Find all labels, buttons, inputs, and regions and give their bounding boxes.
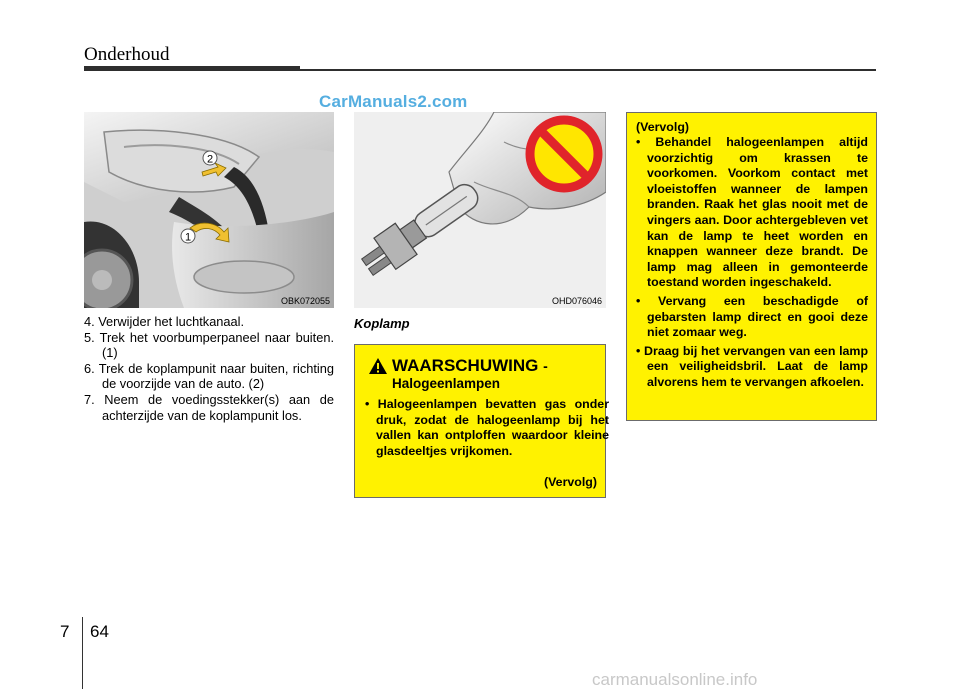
- continuation-item: • Draag bij het vervangen van een lamp een veiligheidsbril. Laat de lamp alvorens hem te vervangen afkoelen.: [636, 343, 869, 389]
- continuation-item-text: Behandel halogeenlampen altijd voorzichtig om krassen te voorkomen. Voorkom contact met vloeistoffen wanneer de lampen branden. Raak het glas nooit met de vingers aan. Door achtergebleven vet kan de lamp te heet worden en knappen wanneer deze brandt. De lamp mag alleen in gemonteerde toestand worden ingeschakeld.: [647, 135, 868, 290]
- step-item: 6. Trek de koplampunit naar buiten, richting de voorzijde van de auto. (2): [84, 360, 334, 392]
- warning-box: [354, 344, 610, 498]
- header-rule-thick: [84, 66, 300, 71]
- chapter-number: 7: [60, 622, 70, 641]
- procedure-steps: [84, 314, 334, 423]
- figure-bumper-removal: [84, 112, 334, 308]
- figure-halogen-bulb: [354, 112, 606, 308]
- bulb-illustration: [354, 112, 606, 308]
- continuation-item-text: Draag bij het vervangen van een lamp een veiligheidsbril. Laat de lamp alvorens hem te vervangen afkoelen.: [644, 343, 869, 389]
- warning-title: [392, 356, 548, 376]
- section-title: Onderhoud: [84, 44, 170, 65]
- continuation-item-text: Vervang een beschadigde of gebarsten lamp direct en gooi deze niet zomaar weg.: [647, 293, 869, 340]
- warning-continued: (Vervolg): [543, 475, 597, 489]
- page-number: 64: [90, 622, 109, 641]
- watermark-top[interactable]: CarManuals2.com: [319, 92, 468, 111]
- callout-1: 1: [184, 231, 192, 244]
- header-rule-thin: [300, 69, 876, 71]
- continuation-heading: (Vervolg): [636, 120, 690, 134]
- step-item: 5. Trek het voorbumperpaneel naar buiten. (1): [84, 329, 334, 361]
- callout-2: 2: [206, 153, 214, 166]
- warning-bullet-text: Halogeenlampen bevatten gas onder druk, zodat de halogeenlamp bij het vallen kan ontploffen waardoor kleine glasdeeltjes vrijkomen.: [376, 397, 610, 458]
- footer-divider: [82, 617, 83, 689]
- bumper-illustration: [84, 112, 334, 308]
- continuation-box: [626, 112, 877, 421]
- watermark-bottom[interactable]: carmanualsonline.info: [592, 670, 758, 689]
- step-item: 7. Neem de voedingsstekker(s) aan de achterzijde van de koplampunit los.: [84, 391, 334, 423]
- prohibition-icon: [530, 120, 598, 188]
- warning-title-text: WAARSCHUWING: [392, 356, 539, 375]
- warning-triangle-icon: [368, 357, 388, 375]
- continuation-item: • Behandel halogeenlampen altijd voorzichtig om krassen te voorkomen. Voorkom contact met vloeistoffen wanneer de lampen branden. Raak het glas nooit met de vingers aan. Door achtergebleven vet kan de lamp te heet worden en knappen wanneer deze brandt. De lamp mag alleen in gemonteerde toestand worden ingeschakeld.: [636, 135, 868, 290]
- continuation-item: • Vervang een beschadigde of gebarsten lamp direct en gooi deze niet zomaar weg.: [636, 293, 869, 340]
- step-item: 4. Verwijder het luchtkanaal.: [84, 314, 245, 329]
- figure-code: OHD076046: [551, 296, 602, 306]
- figure-caption: Koplamp: [354, 316, 410, 331]
- warning-subtitle: Halogeenlampen: [392, 376, 501, 391]
- figure-code: OBK072055: [280, 296, 330, 306]
- continuation-list: [636, 135, 868, 394]
- warning-title-dash: -: [543, 358, 548, 374]
- warning-bullet: • Halogeenlampen bevatten gas onder druk, zodat de halogeenlamp bij het vallen kan ontploffen waardoor kleine glasdeeltjes vrijkomen.: [365, 397, 610, 458]
